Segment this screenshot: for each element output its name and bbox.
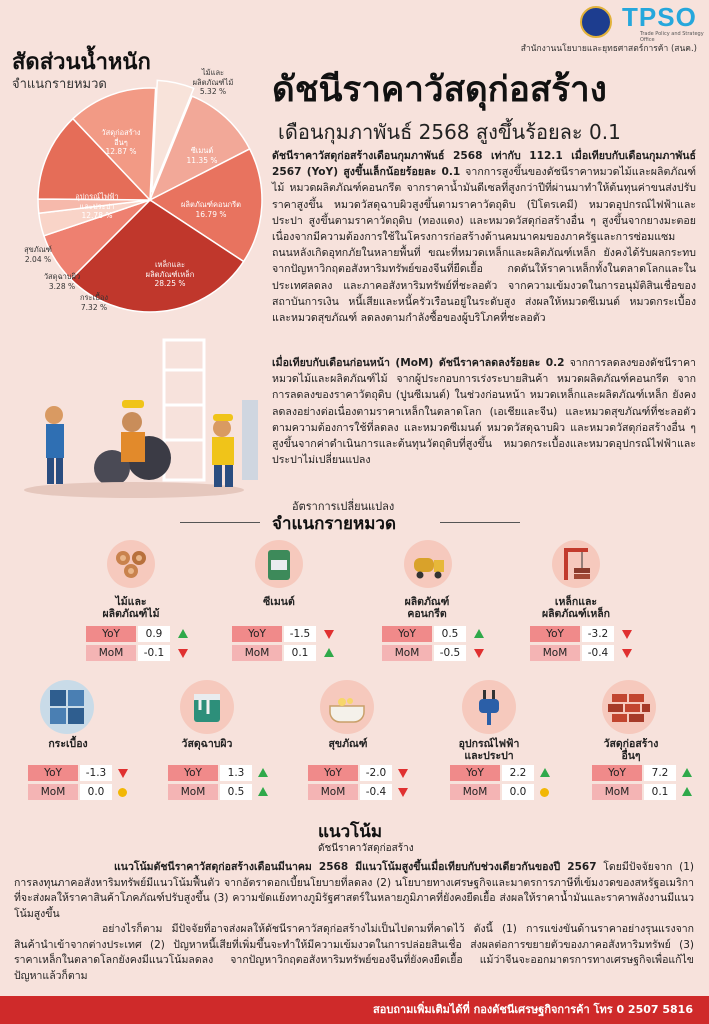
mom-value-electric: 0.0 [502, 784, 534, 800]
rates-title-small: อัตราการเปลี่ยนแปลง [292, 500, 395, 513]
mom-value-plaster: 0.5 [220, 784, 252, 800]
up-arrow-icon [682, 768, 692, 777]
yoy-label: YoY [592, 765, 642, 781]
down-arrow-icon [622, 630, 632, 639]
steel-crane-icon [552, 540, 600, 588]
category-name-sanitary: สุขภัณฑ์ [328, 738, 368, 750]
pie-label-sanitary: สุขภัณฑ์ 2.04 % [24, 245, 52, 264]
ministry-seal-logo [580, 6, 612, 38]
unchanged-dot-icon [540, 788, 549, 797]
yoy-label: YoY [382, 626, 432, 642]
outlook-subtitle: ดัชนีราคาวัสดุก่อสร้าง [318, 843, 414, 854]
mom-label: MoM [592, 784, 642, 800]
unchanged-dot-icon [118, 788, 127, 797]
yoy-value-tile: -1.3 [80, 765, 112, 781]
yoy-label: YoY [232, 626, 282, 642]
outlook-title: แนวโน้ม [318, 822, 383, 842]
category-name-cement: ซีเมนต์ [263, 596, 295, 608]
pie-label-cement: ซีเมนต์ 11.35 % [186, 146, 218, 165]
yoy-label: YoY [308, 765, 358, 781]
brick-wall-icon [602, 680, 656, 734]
tpso-logo-subtitle: Trade Policy and Strategy Office [640, 31, 704, 43]
yoy-value-wood: 0.9 [138, 626, 170, 642]
up-arrow-icon [178, 629, 188, 638]
yoy-label: YoY [530, 626, 580, 642]
mom-value-wood: -0.1 [138, 645, 170, 661]
tpso-logo: TPSO [622, 2, 697, 32]
yoy-label: YoY [86, 626, 136, 642]
wood-logs-icon [107, 540, 155, 588]
mom-label: MoM [450, 784, 500, 800]
outlook-paragraph: แนวโน้มดัชนีราคาวัสดุก่อสร้างเดือนมีนาคม 2568 มีแนวโน้มสูงขึ้นเมื่อเทียบกับช่วงเดียวกันของปี 2567 โดยมีปัจจัยจาก (1) การลงทุนภาคอสังหาริมทรัพย์มีแนวโน้มฟื้นตัว จากอัตราดอกเบี้ยนโยบายที่ลดลง (2) นโยบายทางเศรษฐกิจและมาตรการภาษีที่เข้มงวดของสหรัฐอเมริกา ที่จะส่งผลให้ราคาสินค้าโภคภัณฑ์ปรับสูงขึ้น (3) ความขัดแย้งทางภูมิรัฐศาสตร์ในหลายภูมิภาคที่ยังคงยืดเยื้อ ส่งผลให้ราคาน้ำมันและราคาพลังงานมีแนวโน้มสูงขึ้น [14, 861, 694, 920]
yoy-label: YoY [28, 765, 78, 781]
mom-value-tile: 0.0 [80, 784, 112, 800]
mom-label: MoM [168, 784, 218, 800]
pie-label-concrete: ผลิตภัณฑ์คอนกรีต 16.79 % [180, 200, 242, 219]
up-arrow-icon [258, 768, 268, 777]
main-subtitle: เดือนกุมภาพันธ์ 2568 สูงขึ้นร้อยละ 0.1 [278, 120, 621, 144]
paint-bucket-icon [180, 680, 234, 734]
yoy-label: YoY [450, 765, 500, 781]
mom-label: MoM [382, 645, 432, 661]
pie-title: สัดส่วนน้ำหนัก [12, 50, 151, 75]
category-name-other: วัสดุก่อสร้าง อื่นๆ [603, 738, 659, 762]
tile-icon [40, 680, 94, 734]
org-name: สำนักงานนโยบายและยุทธศาสตร์การค้า (สนค.) [520, 44, 697, 54]
pie-label-wood: ไม้และ ผลิตภัณฑ์ไม้ 5.32 % [192, 68, 234, 96]
yoy-value-other: 7.2 [644, 765, 676, 781]
yoy-value-cement: -1.5 [284, 626, 316, 642]
mom-label: MoM [308, 784, 358, 800]
down-arrow-icon [118, 769, 128, 778]
up-arrow-icon [258, 787, 268, 796]
up-arrow-icon [474, 629, 484, 638]
construction-workers-illustration [14, 330, 264, 500]
category-name-electric: อุปกรณ์ไฟฟ้า และประปา [458, 738, 520, 762]
pie-label-tile: กระเบื้อง 7.32 % [79, 293, 109, 312]
down-arrow-icon [324, 630, 334, 639]
mom-value-other: 0.1 [644, 784, 676, 800]
pie-label-electric: อุปกรณ์ไฟฟ้า และประปา 12.78 % [75, 192, 119, 220]
mom-label: MoM [28, 784, 78, 800]
pie-label-plaster: วัสดุฉาบผิว 3.28 % [43, 272, 81, 291]
electric-plug-icon [462, 680, 516, 734]
yoy-value-plaster: 1.3 [220, 765, 252, 781]
divider-left [180, 522, 260, 523]
mom-value-concrete: -0.5 [434, 645, 466, 661]
category-name-steel: เหล็กและ ผลิตภัณฑ์เหล็ก [541, 596, 611, 620]
footer-contact: สอบถามเพิ่มเติมได้ที่ กองดัชนีเศรษฐกิจการค้า โทร 0 2507 5816 [0, 996, 709, 1024]
cement-bag-icon [255, 540, 303, 588]
down-arrow-icon [398, 769, 408, 778]
divider-right [440, 522, 520, 523]
pie-label-other: วัสดุก่อสร้าง อื่นๆ 12.87 % [101, 128, 141, 156]
up-arrow-icon [324, 648, 334, 657]
down-arrow-icon [398, 788, 408, 797]
pie-label-steel: เหล็กและ ผลิตภัณฑ์เหล็ก 28.25 % [145, 260, 195, 288]
category-name-concrete: ผลิตภัณฑ์ คอนกรีต [404, 596, 450, 620]
summary-paragraph-mom: เมื่อเทียบกับเดือนก่อนหน้า (MoM) ดัชนีราคาลดลงร้อยละ 0.2 จากการลดลงของดัชนีราคาหมวดไม้และผลิตภัณฑ์ไม้ จากผู้ประกอบการเร่งระบายสินค้า หมวดผลิตภัณฑ์คอนกรีต จากการลดลงของราคาวัตถุดิบ (ปูนซีเมนต์) ในช่วงก่อนหน้า หมวดเหล็กและผลิตภัณฑ์เหล็ก ยังคงลดลงอย่างต่อเนื่องตามราคาเหล็กในตลาดโลก (เอเชียและจีน) และหมวดสุขภัณฑ์ที่ชะลอตัวตามความต้องการใช้ที่ลดลง และหมวดซีเมนต์ หมวดวัสดุฉาบผิว และหมวดวัสดุก่อสร้างอื่น ๆ สูงขึ้นจากค่าดำเนินการและต้นทุนวัตถุดิบที่สูงขึ้น หมวดกระเบื้องและหมวดอุปกรณ์ไฟฟ้าและประปาไม่เปลี่ยนแปลง [272, 357, 697, 467]
pie-subtitle: จำแนกรายหมวด [12, 77, 107, 92]
mom-label: MoM [232, 645, 282, 661]
yoy-value-steel: -3.2 [582, 626, 614, 642]
down-arrow-icon [622, 649, 632, 658]
down-arrow-icon [178, 649, 188, 658]
summary-paragraph-yoy: ดัชนีราคาวัสดุก่อสร้างเดือนกุมภาพันธ์ 2568 เท่ากับ 112.1 เมื่อเทียบกับเดือนกุมภาพันธ์ 2567 (YoY) สูงขึ้นเล็กน้อยร้อยละ 0.1 จากการสูงขึ้นของดัชนีราคาหมวดไม้และผลิตภัณฑ์ไม้ หมวดผลิตภัณฑ์คอนกรีต จากราคาน้ำมันดีเซลที่สูงกว่าปีที่ผ่านมาทำให้ต้นทุนค่าขนส่งปรับราคาสูงขึ้น หมวดวัสดุฉาบผิวสูงขึ้นตามราคาวัตถุดิบ (ปิโตรเคมี) หมวดอุปกรณ์ไฟฟ้าและประปา สูงขึ้นตามราคาวัตถุดิบ (ทองแดง) และหมวดวัสดุก่อสร้างอื่น ๆ สูงขึ้นจากยางมะตอย เนื่องจากมีความต้องการใช้ในโครงการก่อสร้างด้านคมนาคมของภาครัฐและการซ่อมแซมถนนหลังเกิดอุทกภัยในหลายพื้นที่ ขณะที่หมวดเหล็กและผลิตภัณฑ์เหล็ก ยังคงได้รับผลกระทบจากปัญหาวิกฤตอสังหาริมทรัพย์ของจีนที่ยืดเยื้อ กดดันให้ราคาเหล็กทั้งในตลาดโลกและในประเทศลดลง และภาคอสังหาริมทรัพย์ที่ชะลอตัว จากความเข้มงวดในการอนุมัติสินเชื่อของสถาบันการเงิน หนี้เสียและหนี้ครัวเรือนอยู่ในระดับสูง ส่งผลให้หมวดซีเมนต์ หมวดกระเบื้อง และหมวดสุขภัณฑ์ ลดลงตามกำลังซื้อของผู้บริโภคที่ชะลอตัว [272, 150, 696, 325]
yoy-value-electric: 2.2 [502, 765, 534, 781]
up-arrow-icon [540, 768, 550, 777]
category-name-wood: ไม้และ ผลิตภัณฑ์ไม้ [102, 596, 160, 620]
main-title: ดัชนีราคาวัสดุก่อสร้าง [272, 70, 607, 110]
mom-value-cement: 0.1 [284, 645, 316, 661]
yoy-label: YoY [168, 765, 218, 781]
bathtub-icon [320, 680, 374, 734]
down-arrow-icon [474, 649, 484, 658]
up-arrow-icon [682, 787, 692, 796]
category-name-plaster: วัสดุฉาบผิว [181, 738, 233, 750]
mom-label: MoM [530, 645, 580, 661]
concrete-mixer-truck-icon [404, 540, 452, 588]
mom-value-sanitary: -0.4 [360, 784, 392, 800]
mom-value-steel: -0.4 [582, 645, 614, 661]
mom-label: MoM [86, 645, 136, 661]
rates-title: จำแนกรายหมวด [272, 514, 397, 534]
yoy-value-concrete: 0.5 [434, 626, 466, 642]
yoy-value-sanitary: -2.0 [360, 765, 392, 781]
outlook-paragraph-2: อย่างไรก็ตาม มีปัจจัยที่อาจส่งผลให้ดัชนีราคาวัสดุก่อสร้างไม่เป็นไปตามที่คาดไว้ ดังนี้ (1) การแข่งขันด้านราคาอย่างรุนแรงจากสินค้านำเข้าจากต่างประเทศ (2) ปัญหาหนี้เสียที่เพิ่มขึ้นจะทำให้มีความเข้มงวดในการปล่อยสินเชื่อ ส่งผลต่อการขยายตัวของภาคอสังหาริมทรัพย์ (3) ราคาเหล็กในตลาดโลกยังคงมีแนวโน้มลดลง จากปัญหาวิกฤตอสังหาริมทรัพย์ของจีนที่ยังคงยืดเยื้อ แม้ว่าจีนจะออกมาตรการทางเศรษฐกิจเพื่อแก้ไขปัญหาแล้วก็ตาม [14, 923, 694, 982]
category-name-tile: กระเบื้อง [48, 738, 88, 750]
